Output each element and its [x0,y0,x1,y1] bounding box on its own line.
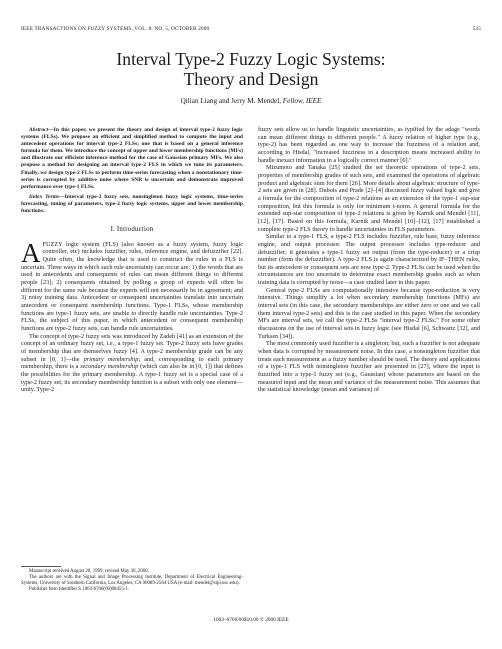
page-number: 535 [472,26,481,32]
footnote-received: Manuscript received August 20, 1999; revised May 30, 2000. [29,569,149,574]
drop-cap: A [21,237,41,268]
secondary-membership-term: secondary membership [80,363,139,371]
right-paragraph-5: The most commonly used fuzzifier is a singleton; but, such a fuzzifier is not adequate when data is corrupted by measurement noise. In this case, a nonsingleton fuzzifier that treats each measurement as a fuzzy number should be used. The theory and applications of a type-1 FLS with nonsingleton fuzzifier are presented in [27], where the input is fuzzified into a type-1 fuzzy set (e.g., Gaussian) whose parameters are based on the measured input and the mean and variance of the measurement noise. This assumes that the statistical knowledge (mean and variance) of [258,340,481,394]
intro-text-2b: ; and, corresponding to each primary membership, there is a [21,355,243,371]
primary-membership-term: primary membership [83,355,139,363]
footnote-affiliation: The authors are with the Signal and Image Processing Institute, Department of Electrical Engineering-Systems, University of Southern California, Los Angeles, CA 90089-2564 USA (e-mail: mendel@sipi.usc.edu). [21,575,243,587]
running-header [21,26,481,32]
intro-paragraph-2 [21,333,243,394]
title-line-2: Theory and Design [183,69,319,89]
author-suffix: Fellow, IEEE [282,97,322,105]
intro-text-2c: (which can also be in [0, 1]) that defines the possibilities for the primary membership. A type-1 fuzzy set is a special case of a type-2 fuzzy set; its secondary membership function is a subset with only one element—unity. Type-2 [21,363,243,394]
footnote-identifier: Publisher Item Identifier S 1063-6706(00)08455-1. [29,587,130,593]
author-names: Qilian Liang and Jerry M. Mendel, [180,97,283,105]
left-column [21,127,243,394]
author-line [0,97,502,105]
right-paragraph-1: fuzzy sets allow us to handle linguistic uncertainties, as typified by the adage "words can mean different things to different people." A fuzzy relation of higher type (e.g., type-2) has been regarded as one way to increase the fuzziness of a relation and, according to Hisdal, "increased fuzziness in a description means increased ability to handle inexact information in a logically correct manner [6]." [258,126,480,164]
intro-paragraph-1 [21,237,244,333]
abstract-text: In this paper, we present the theory and design of interval type-2 fuzzy logic systems (FLSs). We propose an efficient and simplified method to compute the input and antecedent operations for interval type-2 FLSs; one that is based on a general inference formula for them. We introduce the concept of upper and lower membership functions (MFs) and illustrate our efficient inference method for the case of Gaussian primary MFs. We also propose a method for designing an interval type-2 FLS in which we tune its parameters. Finally, we design type-2 FLSs to perform time-series forecasting when a nonstationary time-series is corrupted by additive noise where SNR is uncertain and demonstrate improved performance over type-1 FLSs. [21,127,243,190]
title-line-1: Interval Type-2 Fuzzy Logic Systems: [116,49,386,69]
right-paragraph-4: General type-2 FLSs are computationally intensive because type-reduction is very intensive. Things simplify a lot when secondary membership functions (MFs) are interval sets (in this case, the secondary memberships are either zero or one and we call them interval type-2 sets) and this is the case studied in this paper. When the secondary MFs are interval sets, we call the type-2 FLSs "interval type-2 FLSs." For some other discussions on the use of interval sets in fuzzy logic (see Hisdal [6], Schwartz [32], and Turksen [34]). [258,286,480,340]
right-paragraph-2: Mizumoto and Tanaka [25] studied the set theoretic operations of type-2 sets, properties of membership grades of such sets, and examined the operations of algebraic product and algebraic sum for them [26]. More details about algebraic structure of type-2 sets are given in [28]. Dubois and Prade [2]–[4] discussed fuzzy valued logic and give a formula for the composition of type-2 relations as an extension of the type-1 sup-star composition, but this formula is only for minimum t-norm. A general formula for the extended sup-star composition of type-2 relations is given by Karnik and Mendel [11], [12], [17]. Based on this formula, Karnik and Mendel [10]–[12], [17] established a complete type-2 FLS theory to handle uncertainties in FLS parameters. [258,164,480,233]
right-column [258,126,480,394]
footnote-rule [21,566,61,567]
abstract-label: Abstract— [29,127,54,133]
paper-title [0,49,502,89]
intro-text-2a: The concept of type-2 fuzzy sets was introduced by Zadeh [41] as an extension of the concept of an ordinary fuzzy set, i.e., a type-1 fuzzy set. Type-2 fuzzy sets have grades of membership that are themselves fuzzy [4]. A type-2 membership grade can be any subset in [0, 1]—the [21,332,243,363]
copyright-line: 1063–6706/00$10.00 © 2000 IEEE [213,617,289,623]
footnote [21,569,243,593]
right-paragraph-3: Similar to a type-1 FLS, a type-2 FLS includes fuzzifier, rule base, fuzzy inference engine, and output processor. The output processor includes type-reducer and defuzzifier; it generates a type-1 fuzzy set output (from the type-reducer) or a crisp number (from the defuzzifier). A type-2 FLS is again characterized by IF–THEN rules, but its antecedent or consequent sets are now type-2. Type-2 FLSs can be used when the circumstances are too uncertain to determine exact membership grades such as when training data is corrupted by noise—a case studied later in this paper. [258,233,480,287]
index-terms [21,194,243,215]
abstract [21,127,243,191]
section-heading: I. Introduction [110,226,154,234]
index-terms-label: Index Terms— [29,193,65,200]
intro-text-1: FUZZY logic system (FLS) (also known as a fuzzy system, fuzzy logic controller, etc) includes fuzzifier, rules, inference engine, and defuzzifier [22]. Quite often, the knowledge that is used to construct the rules in a FLS is uncertain. Three ways in which such rule uncertainty can occur are: 1) the words that are used in antecedents and consequents of rules can mean different things to different people [23]; 2) consequents obtained by polling a group of experts will often be different for the same rule because the experts will not necessarily be in agreement; and 3) noisy training data. Antecedent or consequent uncertainties translate into uncertain antecedent or consequent membership functions. Type-1 FLSs, whose membership functions are type-1 fuzzy sets, are unable to directly handle rule uncertainties. Type-2 FLSs, the subject of this paper, in which antecedent or consequent membership functions are type-2 fuzzy sets, can handle rule uncertainties. [21,240,244,332]
index-terms-text: Interval type-2 fuzzy sets, nonsingleton fuzzy logic systems, time-series forecasting, tuning of parameters, type-2 fuzzy logic systems, upper and lower membership functions. [21,193,243,215]
journal-name: IEEE TRANSACTIONS ON FUZZY SYSTEMS, VOL. 8, NO. 5, OCTOBER 2000 [21,26,210,32]
